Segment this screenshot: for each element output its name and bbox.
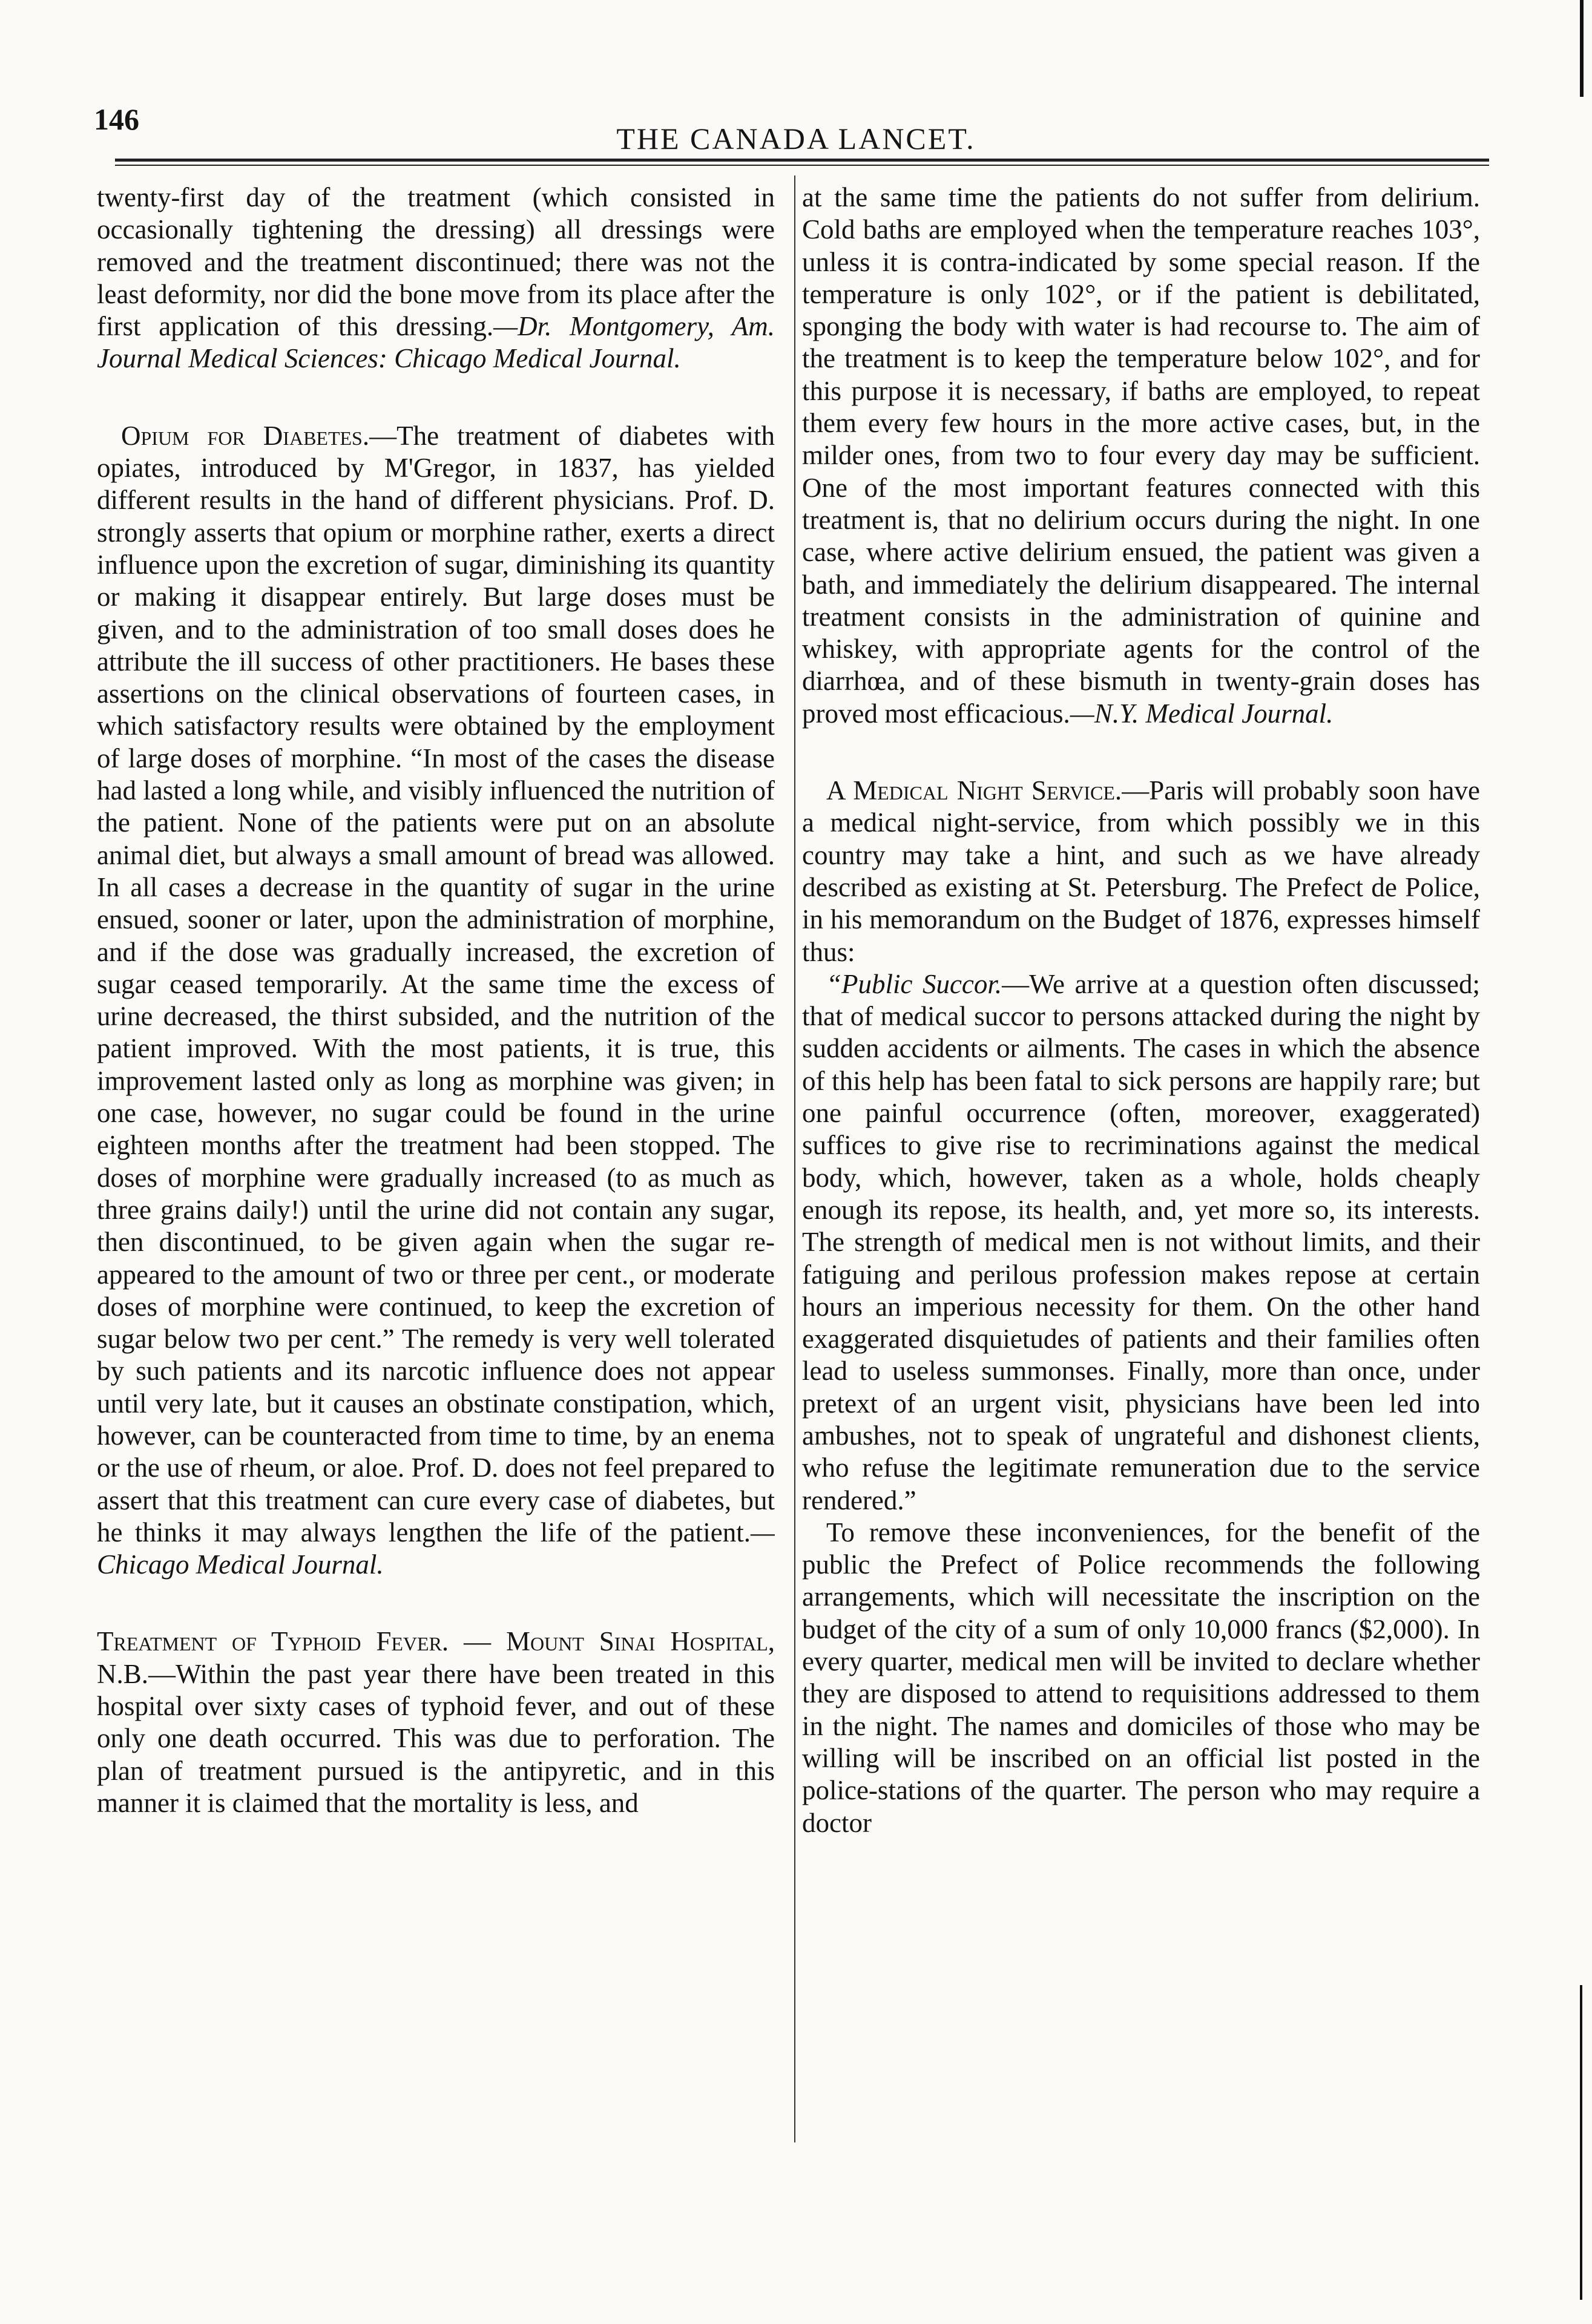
page-number: 146 [94, 102, 139, 136]
header-rule-thin [115, 165, 1489, 166]
article-title: Treatment of Typhoid Fever. — Mount Sinai Hospital, N.B. [97, 1626, 775, 1689]
running-title: THE CANADA LANCET. [616, 122, 976, 156]
article-medical-night-service [802, 775, 1480, 968]
paragraph-text: To remove these inconveniences, for the benefit of the public the Prefect of Police recommends the following arrangements, which will necessitate the inscription on the budget of the city of a sum of only 10,000 francs ($2,000). In every quarter, medical men will be invited to declare whether they are disposed to attend to requisitions addressed to them in the night. The names and domiciles of those who may be willing will be inscribed on an official list posted in the police-stations of the quarter. The person who may require a doctor [802, 1517, 1480, 1838]
article-continuation [97, 182, 775, 375]
citation: —N.Y. Medical Journal. [1070, 698, 1334, 729]
scan-edge-mark [1580, 1985, 1582, 2300]
article-body: —The treatment of diabetes with opiates, introduced by M'Gregor, in 1837, has yielded different results in the hand of different physicians. Prof. D. strongly asserts that opium or morphine rather, exerts a direct influence upon the excretion of sugar, diminishing its quantity or making it disappear entirely. But large doses must be given, and to the administration of too small doses does he attribute the ill success of other practitioners. He bases these assertions on the clinical observations of fourteen cases, in which satisfactory results were obtained by the employment of large doses of morphine. “In most of the cases the disease had lasted a long while, and visibly influenced the nutrition of the patient. None of the patients were put on an absolute animal diet, but always a small amount of bread was allowed. In all cases a decrease in the quantity of sugar in the urine ensued, sooner or later, upon the administration of morphine, and if the dose was gradually increased, the excretion of sugar ceased temporarily. At the same time the excess of urine decreased, the thirst subsided, and the nutrition of the patient improved. With the most patients, it is true, this improvement lasted only as long as morphine was given; in one case, however, no sugar could be found in the urine eighteen months after the treatment had been stopped. The doses of morphine were gradually increased (to as much as three grains daily!) until the urine did not contain any sugar, then discontinued, to be given again when the sugar re-appeared to the amount of two or three per cent., or moderate doses of morphine were continued, to keep the excretion of sugar below two per cent.” The remedy is very well tolerated by such patients and its narcotic influence does not appear until very late, but it causes an obstinate constipation, which, however, can be counteracted from time to time, by an enema or the use of rheum, or aloe. Prof. D. does not feel prepared to assert that this treatment can cure every case of diabetes, but he thinks it may always lengthen the life of the patient. [97, 420, 775, 1548]
citation: —Chicago Medical Journal. [97, 1517, 775, 1580]
article-body: —Paris will probably soon have a medical night-service, from which possibly we in this country may take a hint, and such as we have already described as existing at St. Petersburg. The Prefect de Police, in his memorandum on the Budget of 1876, expresses himself thus: [802, 775, 1480, 967]
column-divider [794, 176, 795, 2142]
scan-edge-mark [1580, 0, 1584, 97]
quote-body: —We arrive at a question often discussed; that of medical succor to persons attacked during the night by sudden accidents or ailments. The cases in which the absence of this help has been fatal to sick persons are happily rare; but one painful occurrence (often, moreover, exaggerated) suffices to give rise to recriminations against the medical body, which, however, taken as a whole, holds cheaply enough its repose, its health, and, yet more so, its interests. The strength of medical men is not without limits, and their fatiguing and perilous profession makes repose at certain hours an imperious necessity for them. On the other hand exaggerated disquietudes of patients and their families often lead to useless summonses. Finally, more than once, under pretext of an urgent visit, physicians have been led into ambushes, not to speak of ungrateful and dishonest clients, who refuse the legitimate remuneration due to the service rendered.” [802, 968, 1480, 1515]
article-opium-diabetes [97, 420, 775, 1581]
article-typhoid-fever [97, 1626, 775, 1819]
header-rule-thick [115, 159, 1489, 162]
paragraph-text: twenty-first day of the treatment (which consisted in occasionally tightening the dressing) all dressings were removed and the treatment discontinued; there was not the least deformity, nor did the bone move from its place after the first application of this dressing. [97, 182, 775, 342]
paragraph-remove-inconveniences [802, 1517, 1480, 1839]
citation: —Dr. Montgomery, Am. Journal Medical Sciences: Chicago Medical Journal. [97, 311, 775, 374]
quotation-public-succor [802, 968, 1480, 1517]
article-body: —Within the past year there have been treated in this hospital over sixty cases of typhoid fever, and out of these only one death occurred. This was due to perforation. The plan of treatment pursued is the antipyretic, and in this manner it is claimed that the mortality is less, and [97, 1658, 775, 1818]
left-column [97, 182, 775, 2161]
right-column [802, 182, 1480, 2161]
article-body: at the same time the patients do not suffer from delirium. Cold baths are employed when the temperature reaches 103°, unless it is contra-indicated by some special reason. If the temperature is only 102°, or if the patient is debilitated, sponging the body with water is had recourse to. The aim of the treatment is to keep the temperature below 102°, and for this purpose it is necessary, if baths are employed, to repeat them every few hours in the more active cases, but, in the milder ones, from two to four every day may be sufficient. One of the most important features connected with this treatment is, that no delirium occurs during the night. In one case, where active delirium ensued, the patient was given a bath, and immediately the delirium disappeared. The internal treatment consists in the administration of quinine and whiskey, with appropriate agents for the control of the diarrhœa, and of these bismuth in twenty-grain doses has proved most efficacious. [802, 182, 1480, 729]
quote-label: “Public Succor. [826, 968, 1002, 999]
article-typhoid-continued [802, 182, 1480, 730]
article-title: Opium for Diabetes. [121, 420, 370, 451]
article-title: A Medical Night Service. [826, 775, 1122, 806]
